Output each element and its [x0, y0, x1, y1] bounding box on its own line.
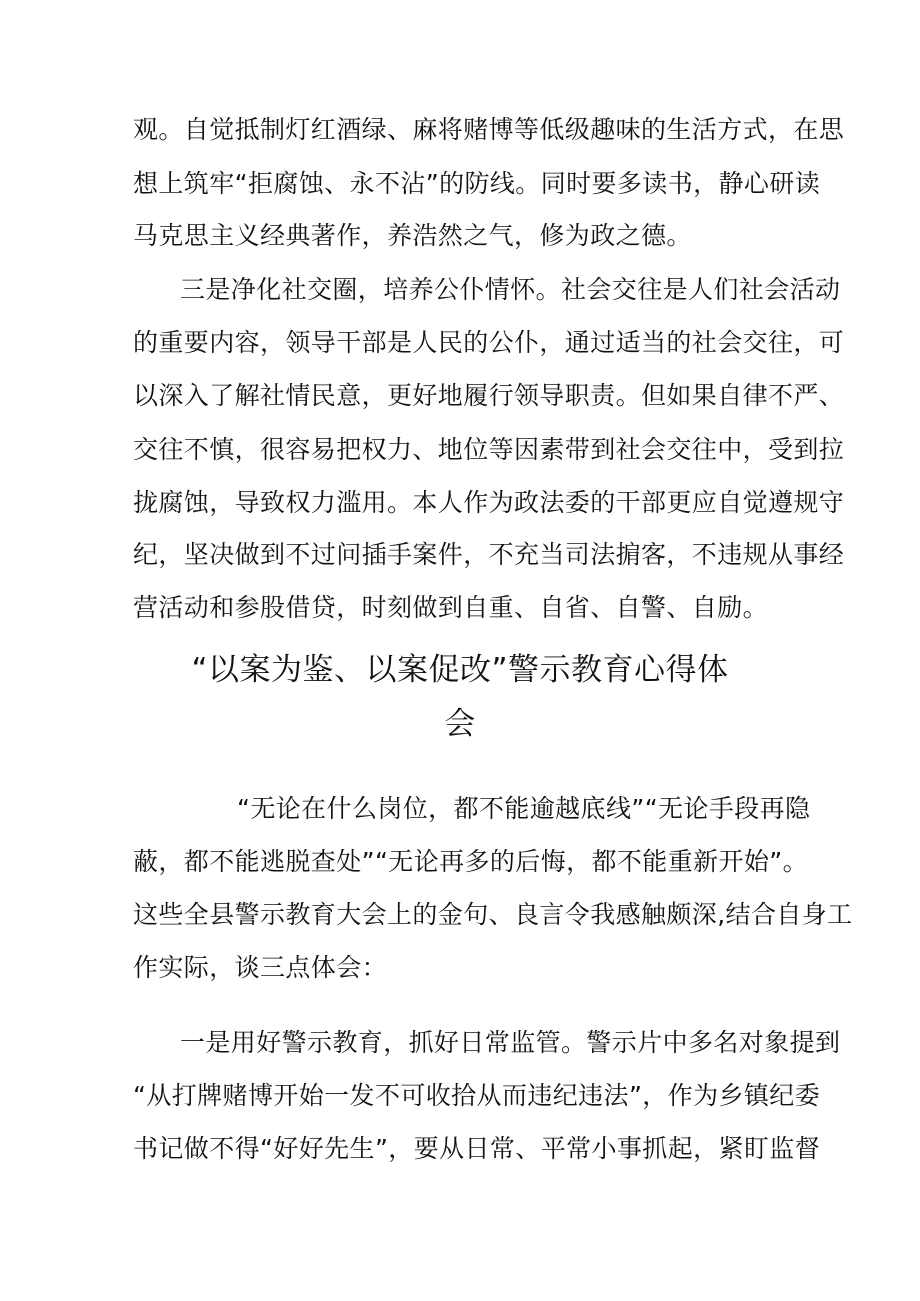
text-line: 三是净化社交圈，培养公仆情怀。社会交往是人们社会活动: [180, 275, 841, 304]
text-line: 一是用好警示教育，抓好日常监管。警示片中多名对象提到: [180, 1028, 841, 1057]
text-line: 营活动和参股借贷，时刻做到自重、自省、自警、自励。: [133, 593, 769, 622]
text-line: 马克思主义经典著作，养浩然之气，修为政之德。: [133, 221, 692, 250]
text-line: 的重要内容，领导干部是人民的公仆，通过适当的社会交往，可: [133, 328, 845, 357]
text-line: 蔽，都不能逃脱查处”“无论再多的后悔，都不能重新开始”。: [133, 847, 809, 876]
title-line: “以案为鉴、以案促改”警示教育心得体: [191, 652, 729, 688]
text-line: “无论在什么岗位，都不能逾越底线”“无论手段再隐: [237, 794, 811, 823]
text-line: 交往不慎，很容易把权力、地位等因素带到社会交往中，受到拉: [133, 435, 845, 464]
text-line: 观。自觉抵制灯红酒绿、麻将赌博等低级趣味的生活方式，在思: [133, 115, 845, 144]
text-line: 想上筑牢“拒腐蚀、永不沾”的防线。同时要多读书，静心研读: [133, 169, 821, 198]
text-line: 作实际，谈三点体会：: [133, 953, 388, 982]
text-line: 这些全县警示教育大会上的金句、良言令我感触颇深,结合自身工: [133, 900, 853, 929]
text-line: 书记做不得“好好先生”，要从日常、平常小事抓起，紧盯监督: [133, 1134, 821, 1163]
text-line: “从打牌赌博开始一发不可收拾从而违纪违法”，作为乡镇纪委: [133, 1081, 821, 1110]
title-line: 会: [444, 706, 476, 742]
text-line: 拢腐蚀，导致权力滥用。本人作为政法委的干部更应自觉遵规守: [133, 488, 845, 517]
text-line: 以深入了解社情民意，更好地履行领导职责。但如果自律不严、: [133, 381, 845, 410]
text-line: 纪，坚决做到不过问插手案件，不充当司法掮客，不违规从事经: [133, 540, 845, 569]
